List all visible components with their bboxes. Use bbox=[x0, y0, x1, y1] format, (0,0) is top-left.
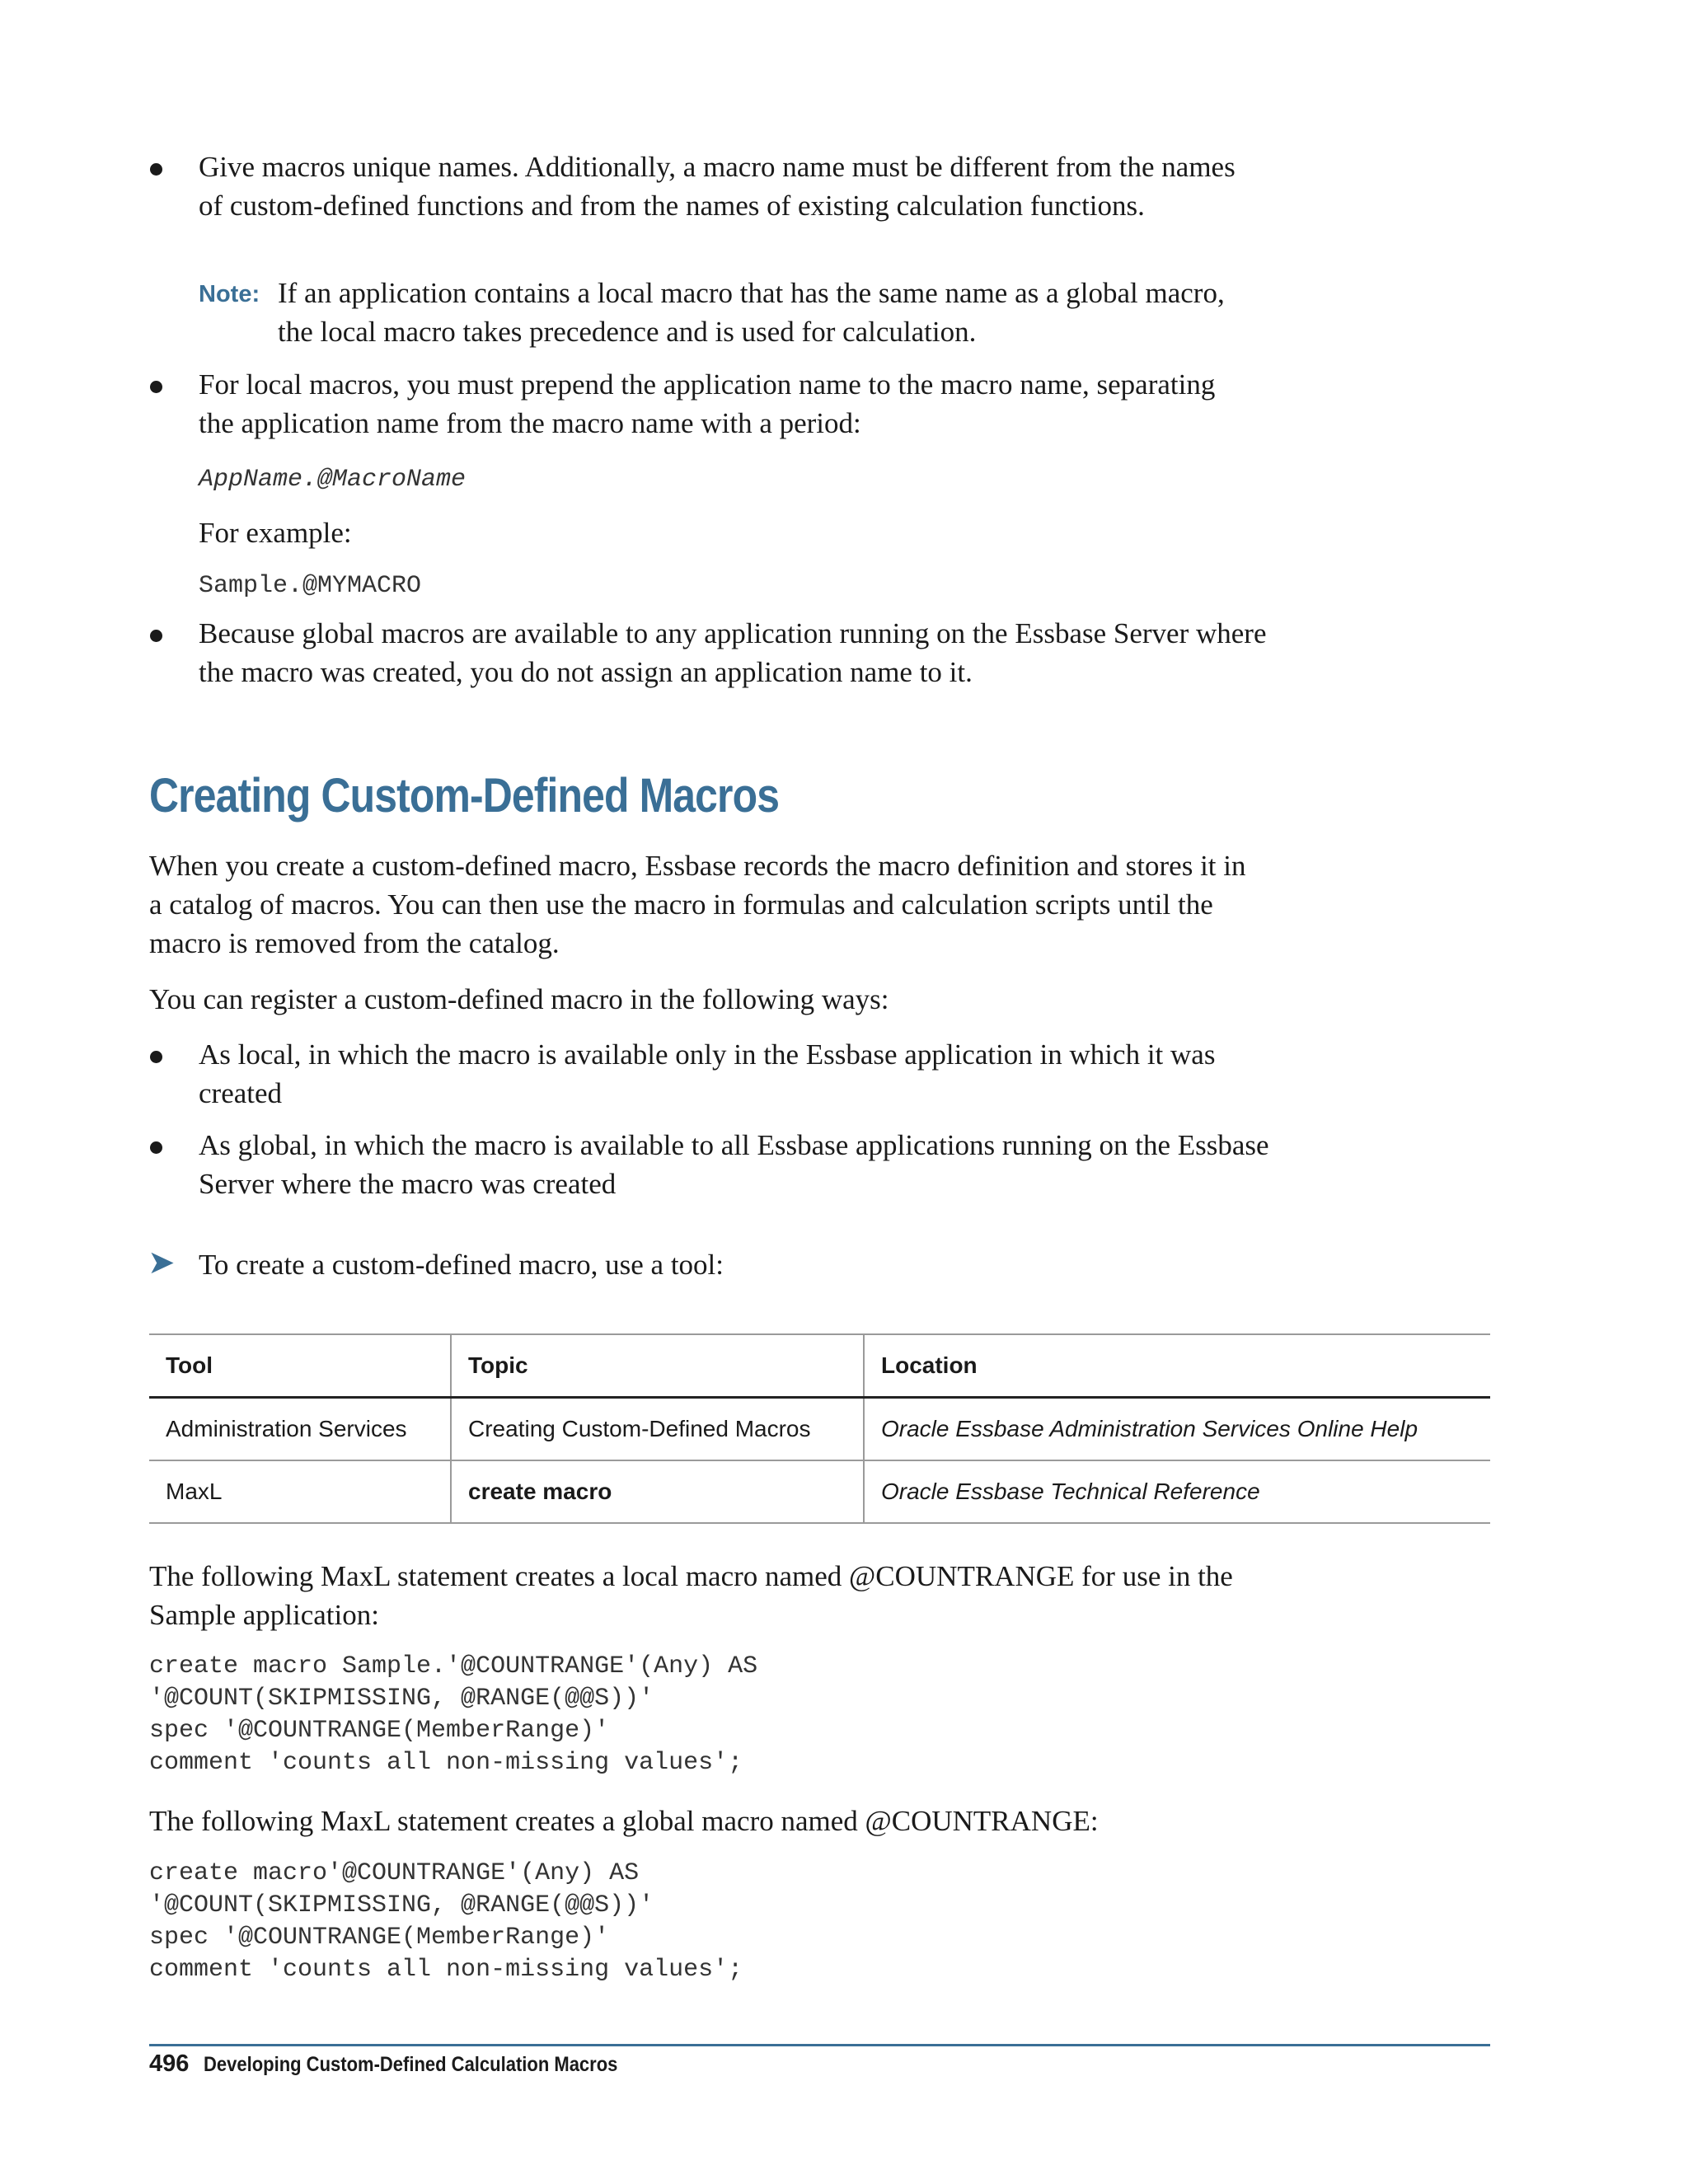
bullet-text: As local, in which the macro is available only in the Essbase application in which it was created bbox=[199, 1038, 1216, 1109]
table-cell-location: Oracle Essbase Administration Services Online Help bbox=[864, 1398, 1490, 1461]
table-row bbox=[149, 1398, 1490, 1461]
table-row bbox=[149, 1460, 1490, 1523]
global-example-text: The following MaxL statement creates a global macro named @COUNTRANGE: bbox=[149, 1805, 1099, 1837]
page-number: 496 bbox=[149, 2050, 190, 2077]
table-cell-location: Oracle Essbase Technical Reference bbox=[864, 1460, 1490, 1523]
table-cell-tool: MaxL bbox=[149, 1460, 451, 1523]
table-header-row bbox=[149, 1334, 1490, 1398]
table-cell-topic: Creating Custom-Defined Macros bbox=[451, 1398, 864, 1461]
bullet-icon bbox=[150, 163, 162, 176]
page-footer bbox=[149, 2050, 674, 2078]
table-header-cell: Location bbox=[864, 1334, 1490, 1398]
register-text: You can register a custom-defined macro in the following ways: bbox=[149, 983, 889, 1015]
note-label: Note: bbox=[199, 281, 260, 307]
procedure-arrow-icon: ➤ bbox=[148, 1244, 176, 1281]
table-cell-tool: Administration Services bbox=[149, 1398, 451, 1461]
table-cell-topic: create macro bbox=[451, 1460, 864, 1523]
tools-table bbox=[149, 1333, 1490, 1524]
global-example-code: create macro'@COUNTRANGE'(Any) AS '@COUNT(SKIPMISSING, @RANGE(@@S))' spec '@COUNTRANGE(MemberRange)' comment 'counts all non-missing values'; bbox=[149, 1859, 743, 1984]
bullet-text: As global, in which the macro is available to all Essbase applications running on the Essbase Server where the macro was created bbox=[199, 1129, 1269, 1200]
bullet-icon bbox=[150, 381, 162, 393]
footer-title: Developing Custom-Defined Calculation Macros bbox=[204, 2053, 618, 2076]
footer-rule bbox=[149, 2044, 1490, 2046]
table-header-cell: Tool bbox=[149, 1334, 451, 1398]
local-example-code: create macro Sample.'@COUNTRANGE'(Any) AS '@COUNT(SKIPMISSING, @RANGE(@@S))' spec '@COUNTRANGE(MemberRange)' comment 'counts all non-missing values'; bbox=[149, 1652, 758, 1777]
for-example-text: For example: bbox=[199, 517, 352, 549]
section-heading: Creating Custom-Defined Macros bbox=[149, 769, 780, 823]
local-example-text: The following MaxL statement creates a local macro named @COUNTRANGE for use in the Sample application: bbox=[149, 1560, 1233, 1631]
note-text: If an application contains a local macro that has the same name as a global macro, the local macro takes precedence and is used for calculation. bbox=[278, 277, 1225, 348]
bullet-text: Because global macros are available to any application running on the Essbase Server where the macro was created, you do not assign an application name to it. bbox=[199, 617, 1267, 688]
bullet-text: For local macros, you must prepend the application name to the macro name, separating the application name from the macro name with a period: bbox=[199, 368, 1216, 439]
example-code: Sample.@MYMACRO bbox=[199, 572, 422, 600]
bullet-text: Give macros unique names. Additionally, a macro name must be different from the names of custom-defined functions and from the names of existing calculation functions. bbox=[199, 151, 1236, 222]
bullet-icon bbox=[150, 1141, 162, 1154]
section-intro: When you create a custom-defined macro, Essbase records the macro definition and stores it in a catalog of macros. You can then use the macro in formulas and calculation scripts until the macro is removed from the catalog. bbox=[149, 850, 1246, 959]
bullet-icon bbox=[150, 1051, 162, 1063]
syntax-example: AppName.@MacroName bbox=[199, 466, 467, 494]
procedure-text: To create a custom-defined macro, use a tool: bbox=[199, 1249, 724, 1281]
bullet-icon bbox=[150, 630, 162, 642]
table-header-cell: Topic bbox=[451, 1334, 864, 1398]
